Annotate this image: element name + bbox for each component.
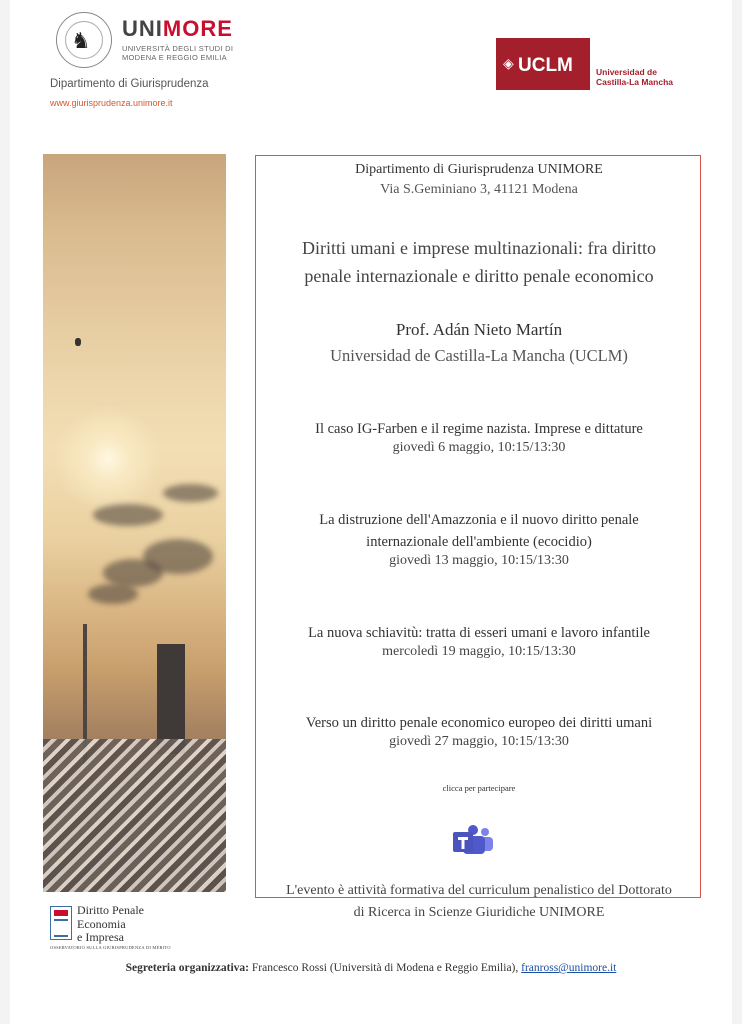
lecture-3	[256, 622, 702, 660]
uclm-emblem-icon: ◈	[503, 56, 514, 72]
secretariat-email-link[interactable]: franross@unimore.it	[521, 962, 617, 974]
lecture-date: giovedì 13 maggio, 10:15/13:30	[389, 553, 569, 568]
lecture-1	[256, 418, 702, 456]
speaker-affiliation: Universidad de Castilla-La Mancha (UCLM)	[330, 346, 628, 365]
unimore-logo	[50, 6, 238, 74]
secretariat-line	[10, 962, 732, 974]
microsoft-teams-icon[interactable]	[449, 824, 497, 856]
venue: Dipartimento di Giurisprudenza UNIMORE	[355, 162, 603, 177]
address: Via S.Geminiano 3, 41121 Modena	[380, 182, 578, 197]
lecture-date: giovedì 27 maggio, 10:15/13:30	[389, 734, 569, 749]
lecture-title: Verso un diritto penale economico europeo dei diritti umani	[305, 715, 653, 731]
lecture-title: La distruzione dell'Amazzonia e il nuovo diritto penale	[319, 512, 639, 528]
secretariat-contact: Francesco Rossi (Università di Modena e Reggio Emilia),	[251, 962, 519, 974]
course-title: Diritti umani e imprese multinazionali: fra diritto penale internazionale e diritto penale economico	[302, 238, 656, 286]
lecture-2	[256, 509, 702, 569]
lecture-4	[256, 712, 702, 750]
unimore-wordmark: UNIMORE	[122, 16, 233, 41]
flyer-page	[10, 0, 732, 1024]
lecture-title-continued: internazionale dell'ambiente (ecocidio)	[366, 534, 592, 550]
university-seal-icon: ♞	[56, 12, 112, 68]
unimore-subtitle: UNIVERSITÀ DEGLI STUDI DI MODENA E REGGIO EMILIA	[122, 44, 234, 62]
lecture-date: mercoledì 19 maggio, 10:15/13:30	[382, 644, 576, 659]
secretariat-label: Segreteria organizzativa:	[125, 962, 250, 974]
lecture-title: La nuova schiavitù: tratta di esseri umani e lavoro infantile	[308, 625, 650, 641]
book-emblem-icon	[50, 906, 72, 940]
diritto-penale-economia-impresa-logo: Diritto Penale Economia e Impresa OSSERVATORIO SULLA GIURISPRUDENZA DI MERITO	[50, 903, 171, 950]
lecture-title: Il caso IG-Farben e il regime nazista. Imprese e dittature	[315, 421, 643, 437]
department-website-link[interactable]: www.giurisprudenza.unimore.it	[50, 98, 173, 108]
lecture-date: giovedì 6 maggio, 10:15/13:30	[392, 440, 566, 455]
doctoral-note: L'evento è attività formativa del curriculum penalistico del Dottorato di Ricerca in Scienze Giuridiche UNIMORE	[286, 883, 672, 920]
uclm-label: Universidad de Castilla-La Mancha	[596, 67, 673, 87]
department-name: Dipartimento di Giurisprudenza	[50, 78, 209, 90]
uclm-logo: ◈ UCLM	[496, 38, 590, 90]
join-link[interactable]: clicca per partecipare	[442, 783, 516, 793]
speaker-name: Prof. Adán Nieto Martín	[395, 320, 563, 339]
industrial-city-photo	[43, 154, 226, 892]
event-details-frame	[255, 155, 701, 920]
